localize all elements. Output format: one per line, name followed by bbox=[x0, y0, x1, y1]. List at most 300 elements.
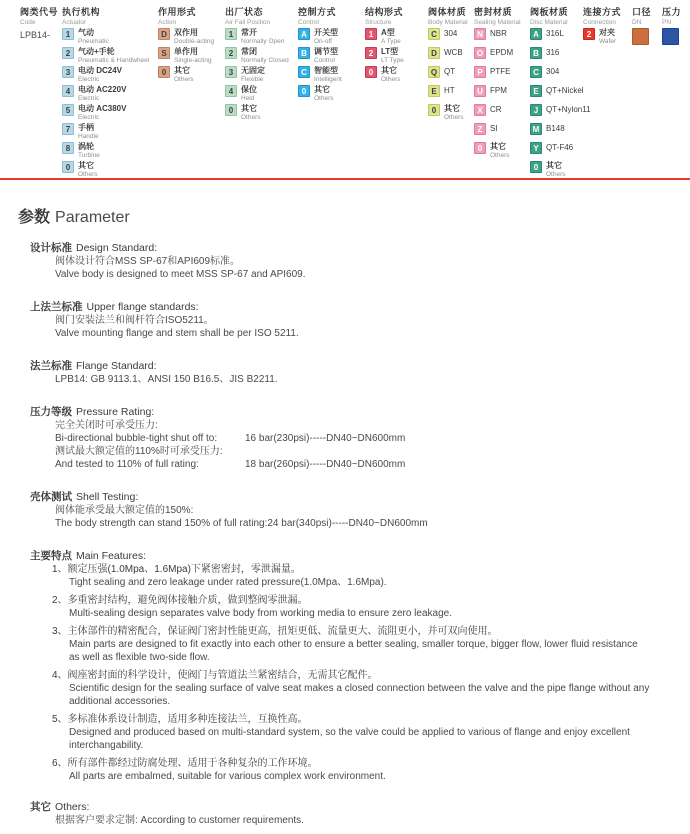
code-item-label: NBR bbox=[490, 29, 507, 38]
code-box: 3 bbox=[62, 66, 74, 78]
section-title-en: Flange Standard: bbox=[76, 360, 157, 372]
line-label: And tested to 110% of full rating: bbox=[55, 459, 199, 470]
column-header-zh: 阀板材质 bbox=[530, 7, 569, 17]
code-item-label: LT型 bbox=[381, 47, 399, 56]
line-value: 18 bar(260psi)-----DN40~DN600mm bbox=[245, 459, 406, 470]
column-header-en: DN bbox=[632, 19, 642, 26]
code-box: 1 bbox=[62, 28, 74, 40]
code-item-text bbox=[78, 142, 100, 159]
section-title-en: Pressure Rating: bbox=[76, 406, 155, 418]
code-item bbox=[365, 28, 404, 47]
column-header-zh: 阀体材质 bbox=[428, 7, 467, 17]
column-body_material bbox=[428, 5, 468, 123]
code-item bbox=[62, 66, 149, 85]
feature-zh: 1、额定压强(1.0Mpa、1.6Mpa)下紧密密封，零泄漏量。 bbox=[52, 564, 301, 575]
code-box: 0 bbox=[530, 161, 542, 173]
section-line bbox=[55, 432, 650, 445]
column-items bbox=[62, 28, 149, 180]
code-item-sub: Pneumatic & Handwheel bbox=[78, 56, 150, 64]
code-item bbox=[365, 66, 404, 85]
section-body bbox=[55, 504, 650, 530]
code-item-sub: Double-acting bbox=[174, 37, 215, 45]
code-item-text bbox=[241, 47, 289, 64]
code-item-text bbox=[546, 161, 566, 178]
code-item-text bbox=[444, 28, 457, 40]
code-item-text bbox=[490, 123, 498, 135]
code-item bbox=[530, 66, 591, 85]
code-box: 0 bbox=[365, 66, 377, 78]
code-item-text bbox=[314, 47, 338, 64]
code-item-sub: Intelligent bbox=[314, 75, 342, 83]
code-box: P bbox=[474, 66, 486, 78]
code-item bbox=[365, 47, 404, 66]
code-item-label: 气动+手轮 bbox=[78, 47, 115, 56]
code-item-text bbox=[78, 161, 98, 178]
column-header bbox=[530, 5, 591, 26]
code-box: 1 bbox=[225, 28, 237, 40]
code-item bbox=[428, 28, 468, 47]
code-box: O bbox=[474, 47, 486, 59]
code-item-text bbox=[241, 104, 261, 121]
column-dn bbox=[632, 5, 651, 45]
code-box: Y bbox=[530, 142, 542, 154]
code-item-label: 其它 bbox=[314, 85, 330, 94]
code-item-label: PTFE bbox=[490, 67, 511, 76]
section-line: Valve body is designed to meet MSS SP-67 and API609. bbox=[55, 269, 306, 280]
column-header-en: Actuator bbox=[62, 19, 87, 26]
section-title-zh: 壳体测试 bbox=[30, 491, 72, 503]
code-item bbox=[225, 47, 289, 66]
code-item-sub: Others bbox=[174, 75, 194, 83]
column-items bbox=[158, 28, 214, 85]
code-item-text bbox=[490, 47, 513, 59]
column-header bbox=[225, 5, 289, 26]
code-item-text bbox=[241, 85, 257, 102]
column-items bbox=[428, 28, 468, 123]
code-item-text bbox=[546, 142, 573, 154]
code-item bbox=[474, 85, 521, 104]
code-box: E bbox=[530, 85, 542, 97]
code-item bbox=[530, 161, 591, 180]
column-header-zh: 结构形式 bbox=[365, 7, 404, 17]
code-item-sub: Normally Open bbox=[241, 37, 285, 45]
code-item bbox=[298, 47, 342, 66]
code-item-sub: Wafer bbox=[599, 37, 617, 45]
section-title-zh: 法兰标准 bbox=[30, 360, 72, 372]
code-item-label: HT bbox=[444, 86, 455, 95]
code-item bbox=[530, 85, 591, 104]
code-item-text bbox=[490, 28, 507, 40]
section-pressure_rating bbox=[30, 406, 650, 471]
code-box: M bbox=[530, 123, 542, 135]
section-title bbox=[30, 242, 650, 255]
code-item bbox=[62, 161, 149, 180]
code-item-sub: Electric bbox=[78, 113, 100, 121]
code-item-label: 双作用 bbox=[174, 28, 198, 37]
code-box: 4 bbox=[62, 85, 74, 97]
code-item-label: 保位 bbox=[241, 85, 257, 94]
code-item-sub: Flexible bbox=[241, 75, 264, 83]
code-item-text bbox=[78, 85, 126, 102]
code-item-label: 手柄 bbox=[78, 123, 94, 132]
code-item bbox=[474, 28, 521, 47]
code-item-label: 304 bbox=[546, 67, 560, 76]
code-box: A bbox=[530, 28, 542, 40]
column-header-en: Code bbox=[20, 19, 36, 26]
code-item-sub: Others bbox=[546, 170, 566, 178]
code-item-label: 电动 AC220V bbox=[78, 85, 127, 94]
code-box: 0 bbox=[225, 104, 237, 116]
code-box: D bbox=[428, 47, 440, 59]
code-item-text bbox=[546, 28, 564, 40]
code-item bbox=[298, 28, 342, 47]
code-item-text bbox=[381, 28, 401, 45]
feature-en: Designed and produced based on multi-standard system, so the valve could be applied to various of flange and enjoy excellent interchangability. bbox=[69, 727, 630, 751]
feature-item bbox=[30, 563, 650, 589]
code-item-label: QT+Nylon11 bbox=[546, 105, 591, 114]
code-item-label: A型 bbox=[381, 28, 395, 37]
code-box: A bbox=[298, 28, 310, 40]
others-title-en: Others: bbox=[55, 801, 90, 813]
code-item-text bbox=[490, 85, 507, 97]
code-item-text bbox=[490, 66, 510, 78]
code-item bbox=[62, 142, 149, 161]
code-item bbox=[158, 47, 214, 66]
column-actuator bbox=[62, 5, 149, 180]
code-box: 0 bbox=[474, 142, 486, 154]
section-line: Valve mounting flange and stem shall be per ISO 5211. bbox=[55, 328, 299, 339]
code-item-sub: On-off bbox=[314, 37, 332, 45]
code-item-text bbox=[78, 28, 109, 45]
column-header-zh: 作用形式 bbox=[158, 7, 197, 17]
code-item-label: CR bbox=[490, 105, 502, 114]
column-header bbox=[474, 5, 521, 26]
code-item-sub: Others bbox=[444, 113, 464, 121]
code-item bbox=[530, 47, 591, 66]
section-title-zh: 设计标准 bbox=[30, 242, 72, 254]
code-item-text bbox=[78, 66, 122, 83]
code-item-sub: A Type bbox=[381, 37, 401, 45]
column-header bbox=[62, 5, 149, 26]
code-item-label: 气动 bbox=[78, 28, 94, 37]
section-body bbox=[55, 255, 650, 281]
code-box: B bbox=[530, 47, 542, 59]
code-box: 3 bbox=[225, 66, 237, 78]
column-control bbox=[298, 5, 342, 104]
code-item bbox=[428, 47, 468, 66]
code-item bbox=[62, 47, 149, 66]
column-header-zh: 执行机构 bbox=[62, 7, 101, 17]
code-item-label: FPM bbox=[490, 86, 507, 95]
code-item-sub: Single-acting bbox=[174, 56, 212, 64]
section-title bbox=[30, 301, 650, 314]
column-header-zh: 口径 bbox=[632, 7, 652, 17]
code-item bbox=[474, 123, 521, 142]
code-item bbox=[62, 104, 149, 123]
code-item-label: WCB bbox=[444, 48, 463, 57]
column-model-code bbox=[20, 5, 58, 40]
column-header-zh: 阀类代号 bbox=[20, 7, 59, 17]
section-title-en: Upper flange standards: bbox=[86, 301, 199, 313]
code-item-sub: LT Type bbox=[381, 56, 404, 64]
column-header-en: Sealing Material bbox=[474, 19, 521, 26]
feature-zh: 2、多重密封结构，避免阀体接触介质，做到整阀零泄漏。 bbox=[52, 595, 308, 606]
code-item-label: 电动 DC24V bbox=[78, 66, 123, 75]
dn-color-swatch bbox=[632, 28, 649, 45]
code-item-sub: Electric bbox=[78, 75, 100, 83]
column-items bbox=[365, 28, 404, 85]
section-line: 阀体设计符合MSS SP-67和API609标准。 bbox=[55, 256, 241, 267]
code-box: 2 bbox=[225, 47, 237, 59]
feature-en: Main parts are designed to fit exactly into each other to ensure a better sealing, smaller torque, bigger flow, lower fluid resistance as well as flexible two-side flow. bbox=[69, 639, 638, 663]
code-box: 7 bbox=[62, 123, 74, 135]
column-header bbox=[583, 5, 622, 26]
column-header-en: Air Fail Position bbox=[225, 19, 271, 26]
code-box: Q bbox=[428, 66, 440, 78]
section-line: 阀门安装法兰和阀杆符合ISO5211。 bbox=[55, 315, 214, 326]
column-header-zh: 连接方式 bbox=[583, 7, 622, 17]
column-header-zh: 控制方式 bbox=[298, 7, 337, 17]
code-item-label: 其它 bbox=[381, 66, 397, 75]
code-item-label: 304 bbox=[444, 29, 458, 38]
code-item-sub: Electric bbox=[78, 94, 100, 102]
code-item-text bbox=[78, 123, 99, 140]
code-item-text bbox=[490, 104, 502, 116]
code-item-text bbox=[174, 66, 194, 83]
column-items bbox=[225, 28, 289, 123]
code-item-sub: Control bbox=[314, 56, 335, 64]
code-item-sub: Pneumatic bbox=[78, 37, 109, 45]
code-box: 2 bbox=[583, 28, 595, 40]
code-item-label: 涡轮 bbox=[78, 142, 94, 151]
code-item-text bbox=[599, 28, 616, 45]
parameter-heading-en: Parameter bbox=[55, 209, 130, 226]
pn-color-swatch bbox=[662, 28, 679, 45]
column-header-en: Control bbox=[298, 19, 319, 26]
code-box: 0 bbox=[62, 161, 74, 173]
section-line: 测试最大额定值的110%时可承受压力: bbox=[55, 446, 223, 457]
code-box: J bbox=[530, 104, 542, 116]
code-item bbox=[474, 47, 521, 66]
code-item bbox=[428, 66, 468, 85]
line-label: Bi-directional bubble-tight shut off to: bbox=[55, 433, 218, 444]
feature-zh: 6、所有部件都经过防腐处理、适用于各种复杂的工作环境。 bbox=[52, 758, 318, 769]
code-item-label: 其它 bbox=[78, 161, 94, 170]
code-item-label: QT bbox=[444, 67, 456, 76]
code-box: C bbox=[530, 66, 542, 78]
code-item-sub: Others bbox=[314, 94, 334, 102]
code-item bbox=[225, 104, 289, 123]
code-item-text bbox=[381, 47, 404, 64]
others-title bbox=[30, 801, 650, 814]
code-item-text bbox=[314, 66, 342, 83]
code-item bbox=[62, 85, 149, 104]
code-item-label: 其它 bbox=[546, 161, 562, 170]
code-item bbox=[225, 28, 289, 47]
code-item bbox=[298, 66, 342, 85]
code-item bbox=[298, 85, 342, 104]
section-title bbox=[30, 406, 650, 419]
code-box: 1 bbox=[365, 28, 377, 40]
column-pn bbox=[662, 5, 681, 45]
code-box: N bbox=[474, 28, 486, 40]
section-title-en: Design Standard: bbox=[76, 242, 158, 254]
section-line bbox=[55, 517, 650, 530]
code-box: 5 bbox=[62, 104, 74, 116]
code-box: U bbox=[474, 85, 486, 97]
section-title-zh: 压力等级 bbox=[30, 406, 72, 418]
features-title-zh: 主要特点 bbox=[30, 550, 72, 562]
section-design_standard bbox=[30, 242, 650, 281]
code-item-text bbox=[314, 85, 334, 102]
feature-zh: 3、主体部件的精密配合，保证阀门密封性能更高，扭矩更低、流量更大、流阻更小，并可双向使用。 bbox=[52, 626, 498, 637]
column-header bbox=[365, 5, 404, 26]
code-item-sub: Turbine bbox=[78, 151, 100, 159]
code-item bbox=[474, 104, 521, 123]
code-item-text bbox=[444, 104, 464, 121]
feature-item bbox=[30, 757, 650, 783]
code-box: 0 bbox=[158, 66, 170, 78]
column-disc_material bbox=[530, 5, 591, 180]
line-value: 24 bar(340psi)-----DN40~DN600mm bbox=[267, 518, 428, 529]
code-item-sub: Held bbox=[241, 94, 255, 102]
column-header-en: Structure bbox=[365, 19, 392, 26]
column-sealing_material bbox=[474, 5, 521, 161]
section-line: 阀体能承受最大额定值的150%: bbox=[55, 505, 194, 516]
code-item-sub: Others bbox=[78, 170, 98, 178]
parameter-heading-zh: 参数 bbox=[18, 209, 51, 226]
feature-en: All parts are embalmed, suitable for various complex work environment. bbox=[69, 771, 386, 782]
column-items bbox=[298, 28, 342, 104]
code-item bbox=[62, 123, 149, 142]
code-item bbox=[225, 66, 289, 85]
column-structure bbox=[365, 5, 404, 85]
code-box: C bbox=[298, 66, 310, 78]
code-item bbox=[158, 66, 214, 85]
section-title bbox=[30, 491, 650, 504]
code-item-label: 其它 bbox=[174, 66, 190, 75]
column-header bbox=[158, 5, 214, 26]
code-item bbox=[474, 142, 521, 161]
column-header-en: Action bbox=[158, 19, 177, 26]
main-features bbox=[30, 550, 650, 783]
section-title-zh: 上法兰标准 bbox=[30, 301, 83, 313]
code-item-label: 对夹 bbox=[599, 28, 615, 37]
code-item-label: 单作用 bbox=[174, 47, 198, 56]
ordering-code-table bbox=[0, 0, 690, 178]
code-item-text bbox=[444, 47, 463, 59]
code-box: 0 bbox=[428, 104, 440, 116]
column-action bbox=[158, 5, 214, 85]
code-item-text bbox=[444, 85, 455, 97]
code-item-label: 常闭 bbox=[241, 47, 257, 56]
code-box: D bbox=[158, 28, 170, 40]
section-body bbox=[55, 373, 650, 386]
feature-item bbox=[30, 594, 650, 620]
line-value: 16 bar(230psi)-----DN40~DN600mm bbox=[245, 433, 406, 444]
code-item bbox=[428, 104, 468, 123]
code-item-label: 316L bbox=[546, 29, 564, 38]
code-item-label: EPDM bbox=[490, 48, 514, 57]
code-box: Z bbox=[474, 123, 486, 135]
column-header-en: Disc Material bbox=[530, 19, 568, 26]
code-item-text bbox=[174, 47, 212, 64]
code-item-label: 其它 bbox=[490, 142, 506, 151]
code-item-label: 电动 AC380V bbox=[78, 104, 127, 113]
section-line: LPB14: GB 9113.1、ANSI 150 B16.5、JIS B2211. bbox=[55, 374, 278, 385]
code-item bbox=[530, 142, 591, 161]
column-items bbox=[583, 28, 621, 47]
column-header bbox=[428, 5, 468, 26]
code-box: 2 bbox=[365, 47, 377, 59]
code-item-label: 智能型 bbox=[314, 66, 338, 75]
code-box: 8 bbox=[62, 142, 74, 154]
feature-item bbox=[30, 669, 650, 708]
code-item-text bbox=[444, 66, 455, 78]
feature-zh: 4、阀座密封面的科学设计，使阀门与管道法兰紧密结合，无需其它配件。 bbox=[52, 670, 378, 681]
code-item-text bbox=[546, 85, 584, 97]
column-header bbox=[632, 5, 652, 26]
section-title bbox=[30, 360, 650, 373]
code-item bbox=[530, 28, 591, 47]
code-item bbox=[62, 28, 149, 47]
code-item-sub: Others bbox=[241, 113, 261, 121]
code-box: C bbox=[428, 28, 440, 40]
code-box: B bbox=[298, 47, 310, 59]
code-item-text bbox=[546, 123, 565, 135]
code-item-text bbox=[490, 142, 510, 159]
code-item-text bbox=[78, 47, 149, 64]
code-item-label: B148 bbox=[546, 124, 565, 133]
code-item-label: 其它 bbox=[241, 104, 257, 113]
code-item-label: 其它 bbox=[444, 104, 460, 113]
others-section bbox=[30, 801, 650, 827]
parameter-sections bbox=[0, 242, 690, 530]
section-body bbox=[55, 419, 650, 471]
code-item-sub: Handle bbox=[78, 132, 99, 140]
column-header-en: Body Material bbox=[428, 19, 468, 26]
code-item-text bbox=[174, 28, 214, 45]
code-item-text bbox=[546, 66, 559, 78]
column-air_fail bbox=[225, 5, 289, 123]
code-box: 4 bbox=[225, 85, 237, 97]
column-header-en: PN bbox=[662, 19, 672, 26]
section-line bbox=[55, 458, 650, 471]
features-title bbox=[30, 550, 650, 563]
code-item-text bbox=[314, 28, 338, 45]
others-line: 根据客户要求定制: According to customer requirements. bbox=[55, 815, 304, 826]
code-item-sub: Normally Closed bbox=[241, 56, 289, 64]
column-header-zh: 压力 bbox=[662, 7, 682, 17]
code-item-text bbox=[546, 104, 591, 116]
others-title-zh: 其它 bbox=[30, 801, 51, 813]
code-item-sub: Others bbox=[490, 151, 510, 159]
column-items bbox=[474, 28, 521, 161]
code-box: 2 bbox=[62, 47, 74, 59]
code-box: X bbox=[474, 104, 486, 116]
section-upper_flange bbox=[30, 301, 650, 340]
code-item bbox=[428, 85, 468, 104]
feature-en: Multi-sealing design separates valve body from working media to ensure zero leakage. bbox=[69, 608, 452, 619]
section-flange_standard bbox=[30, 360, 650, 386]
parameter-heading bbox=[18, 204, 690, 227]
code-box: 0 bbox=[298, 85, 310, 97]
code-item bbox=[474, 66, 521, 85]
code-item-sub: Others bbox=[381, 75, 401, 83]
code-box: S bbox=[158, 47, 170, 59]
features-title-en: Main Features: bbox=[76, 550, 147, 562]
code-item-text bbox=[241, 28, 284, 45]
